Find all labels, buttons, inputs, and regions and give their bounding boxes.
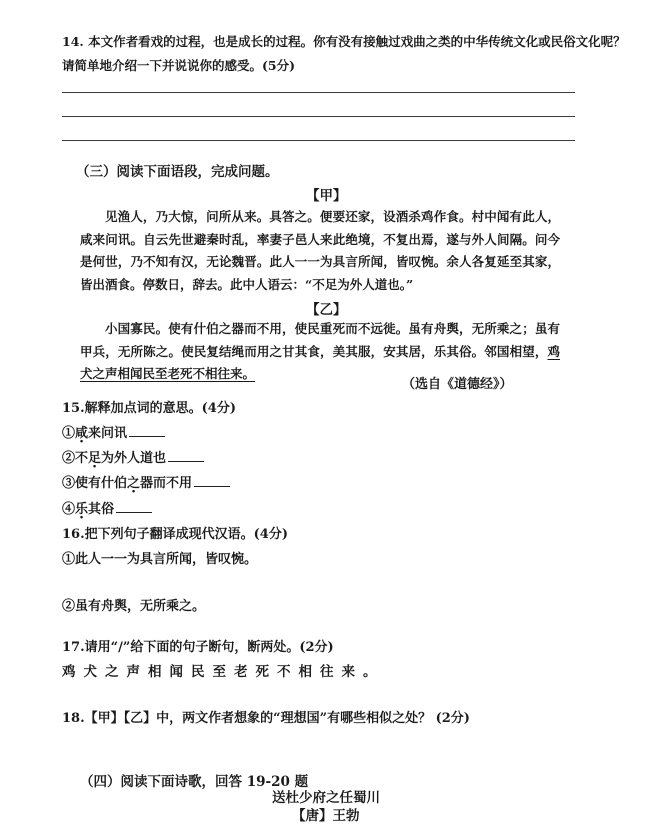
passage-yi-label: 【乙】	[306, 302, 347, 318]
dotted-word: 乐	[75, 502, 89, 517]
item-text: 器而不用	[140, 476, 193, 491]
item-text: 使有什伯	[75, 476, 128, 491]
item-text: 来问讯	[88, 426, 128, 441]
question-17-title: 17.请用“/”给下面的句子断句，断两处。(2分)	[62, 640, 334, 655]
question-14	[62, 30, 626, 78]
question-14-line-2: 请简单地介绍一下并说说你的感受。(5分)	[62, 58, 296, 73]
passage-source: （选自《道德经》）	[402, 377, 513, 392]
question-15-title: 15.解释加点词的意思。(4分)	[62, 401, 236, 416]
answer-line	[62, 92, 575, 93]
poem-title: 送杜少府之任蜀川	[272, 790, 380, 806]
passage-jia	[80, 206, 560, 296]
passage-yi-underlined: 鸡犬之声相闻民至老死不相往来。	[80, 343, 560, 381]
question-14-line-1: 14. 本文作者看戏的过程，也是成长的过程。你有没有接触过戏曲之类的中华传统文化或民俗文化呢？	[62, 34, 626, 49]
dotted-word: 之	[127, 476, 141, 491]
question-16-title: 16.把下列句子翻译成现代汉语。(4分)	[62, 527, 288, 542]
answer-blank	[129, 424, 165, 437]
question-15-item-2	[62, 447, 204, 466]
dotted-word: 足	[88, 451, 102, 466]
question-16-item-1: ①此人一一为具言所闻，皆叹惋。	[62, 552, 258, 567]
item-number: ②	[62, 451, 76, 466]
answer-line	[62, 116, 575, 117]
answer-blank	[168, 449, 204, 462]
item-number: ①	[62, 426, 76, 441]
item-text: 为外人道也	[101, 451, 167, 466]
question-18-title: 18.【甲】【乙】中，两文作者想象的“理想国”有哪些相似之处？ (2分)	[62, 711, 470, 726]
question-15-item-1	[62, 422, 165, 441]
answer-line	[62, 140, 575, 141]
passage-yi-text: 小国寡民。使有什伯之器而不用，使民重死而不远徙。虽有舟舆，无所乘之；虽有甲兵，无所陈之。使民复结绳而用之甘其食，美其服，安其居，乐其俗。邻国相望，	[80, 321, 560, 359]
item-number: ④	[62, 502, 76, 517]
dotted-word: 咸	[75, 426, 89, 441]
answer-blank	[194, 474, 230, 487]
question-15-item-3	[62, 472, 230, 491]
poem-author: 【唐】王勃	[292, 808, 360, 824]
question-15-item-4	[62, 498, 152, 517]
item-number: ③	[62, 476, 76, 491]
passage-jia-label: 【甲】	[306, 188, 347, 204]
question-16-item-2: ②虽有舟舆，无所乘之。	[62, 599, 206, 614]
item-text: 其俗	[88, 502, 115, 517]
answer-blank	[116, 500, 152, 513]
section-4-title: （四）阅读下面诗歌，回答 19-20 题	[80, 774, 309, 790]
section-3-title: （三）阅读下面语段，完成问题。	[76, 164, 279, 180]
question-17-sentence: 鸡犬之声相闻民至老死不相往来。	[62, 664, 385, 680]
passage-jia-text: 见渔人，乃大惊，问所从来。具答之。便要还家，设酒杀鸡作食。村中闻有此人，咸来问讯。自云先世避秦时乱，率妻子邑人来此绝境，不复出焉，遂与外人间隔。问今是何世，乃不知有汉，无论魏晋。此人一一为具言所闻，皆叹惋。余人各复延至其家，皆出酒食。停数日，辞去。此中人语云：“不足为外人道也。”	[80, 209, 560, 292]
item-text: 不	[75, 451, 89, 466]
